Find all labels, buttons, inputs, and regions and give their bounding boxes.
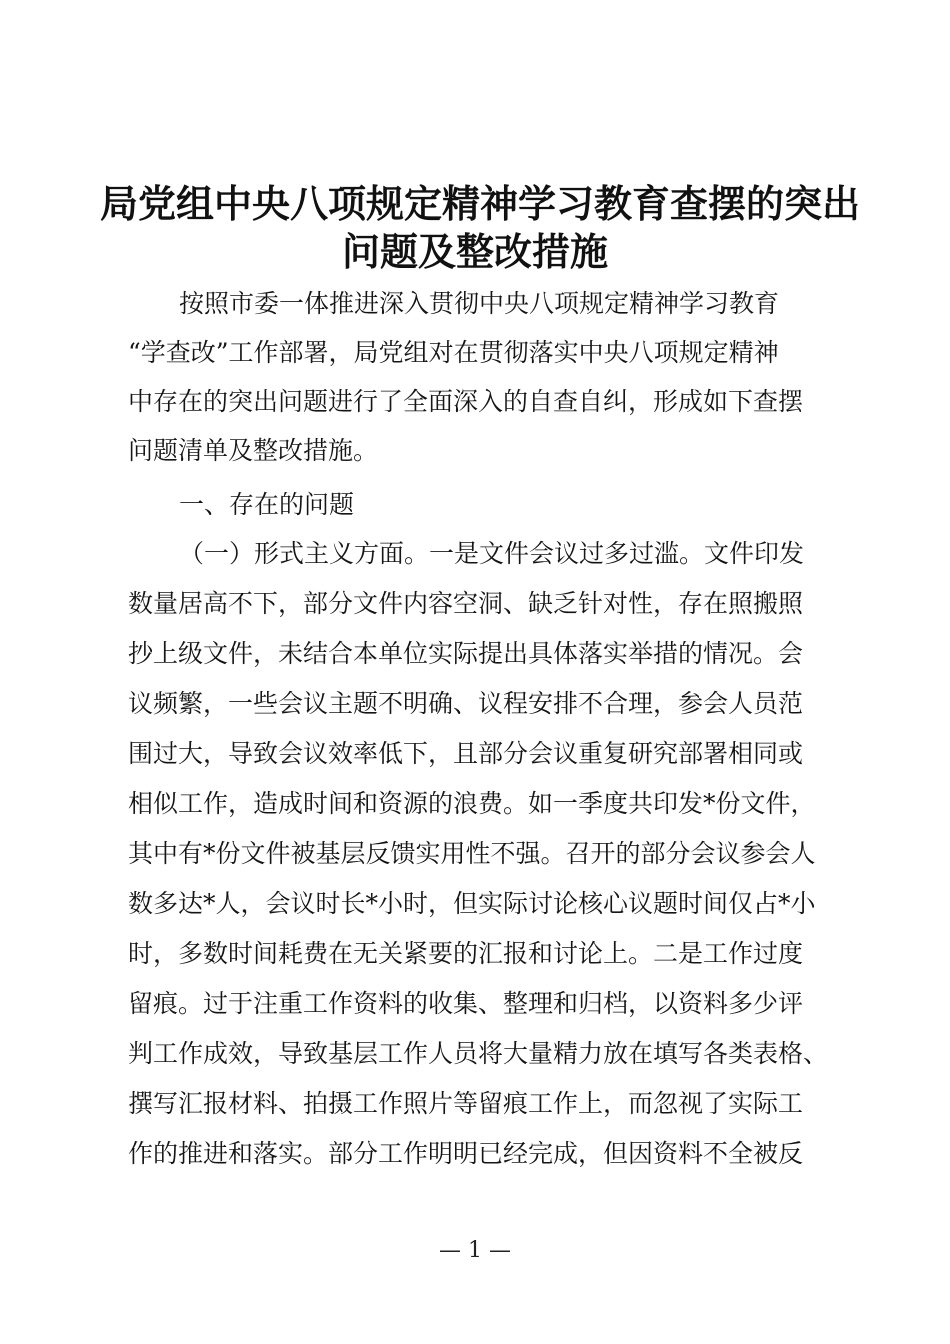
intro-line-2: “学查改”工作部署，局党组对在贯彻落实中央八项规定精神 xyxy=(128,338,779,367)
body-line-12: 撰写汇报材料、拍摄工作照片等留痕工作上，而忽视了实际工 xyxy=(128,1089,804,1118)
section-heading: 一、存在的问题 xyxy=(179,490,355,519)
document-title-line-2: 问题及整改措施 xyxy=(341,229,608,274)
body-line-8: 数多达*人，会议时长*小时，但实际讨论核心议题时间仅占*小 xyxy=(128,889,816,918)
body-line-13: 作的推进和落实。部分工作明明已经完成，但因资料不全被反 xyxy=(128,1139,804,1168)
body-line-6: 相似工作，造成时间和资源的浪费。如一季度共印发*份文件， xyxy=(128,789,816,818)
intro-line-4: 问题清单及整改措施。 xyxy=(128,436,379,465)
body-line-1: （一）形式主义方面。一是文件会议过多过滥。文件印发 xyxy=(179,539,805,568)
body-line-11: 判工作成效，导致基层工作人员将大量精力放在填写各类表格、 xyxy=(128,1039,829,1068)
page-number: — 1 — xyxy=(439,1238,511,1263)
body-line-2: 数量居高不下，部分文件内容空洞、缺乏针对性，存在照搬照 xyxy=(128,589,804,618)
body-line-3: 抄上级文件，未结合本单位实际提出具体落实举措的情况。会 xyxy=(128,639,804,668)
intro-line-1: 按照市委一体推进深入贯彻中央八项规定精神学习教育 xyxy=(179,289,780,318)
document-title-line-1: 局党组中央八项规定精神学习教育查摆的突出 xyxy=(100,181,861,226)
body-line-10: 留痕。过于注重工作资料的收集、整理和归档，以资料多少评 xyxy=(128,989,804,1018)
body-line-7: 其中有*份文件被基层反馈实用性不强。召开的部分会议参会人 xyxy=(128,839,816,868)
intro-line-3: 中存在的突出问题进行了全面深入的自查自纠，形成如下查摆 xyxy=(128,387,804,416)
body-line-5: 围过大，导致会议效率低下，且部分会议重复研究部署相同或 xyxy=(128,739,804,768)
body-line-9: 时，多数时间耗费在无关紧要的汇报和讨论上。二是工作过度 xyxy=(128,939,804,968)
body-line-4: 议频繁，一些会议主题不明确、议程安排不合理，参会人员范 xyxy=(128,689,804,718)
